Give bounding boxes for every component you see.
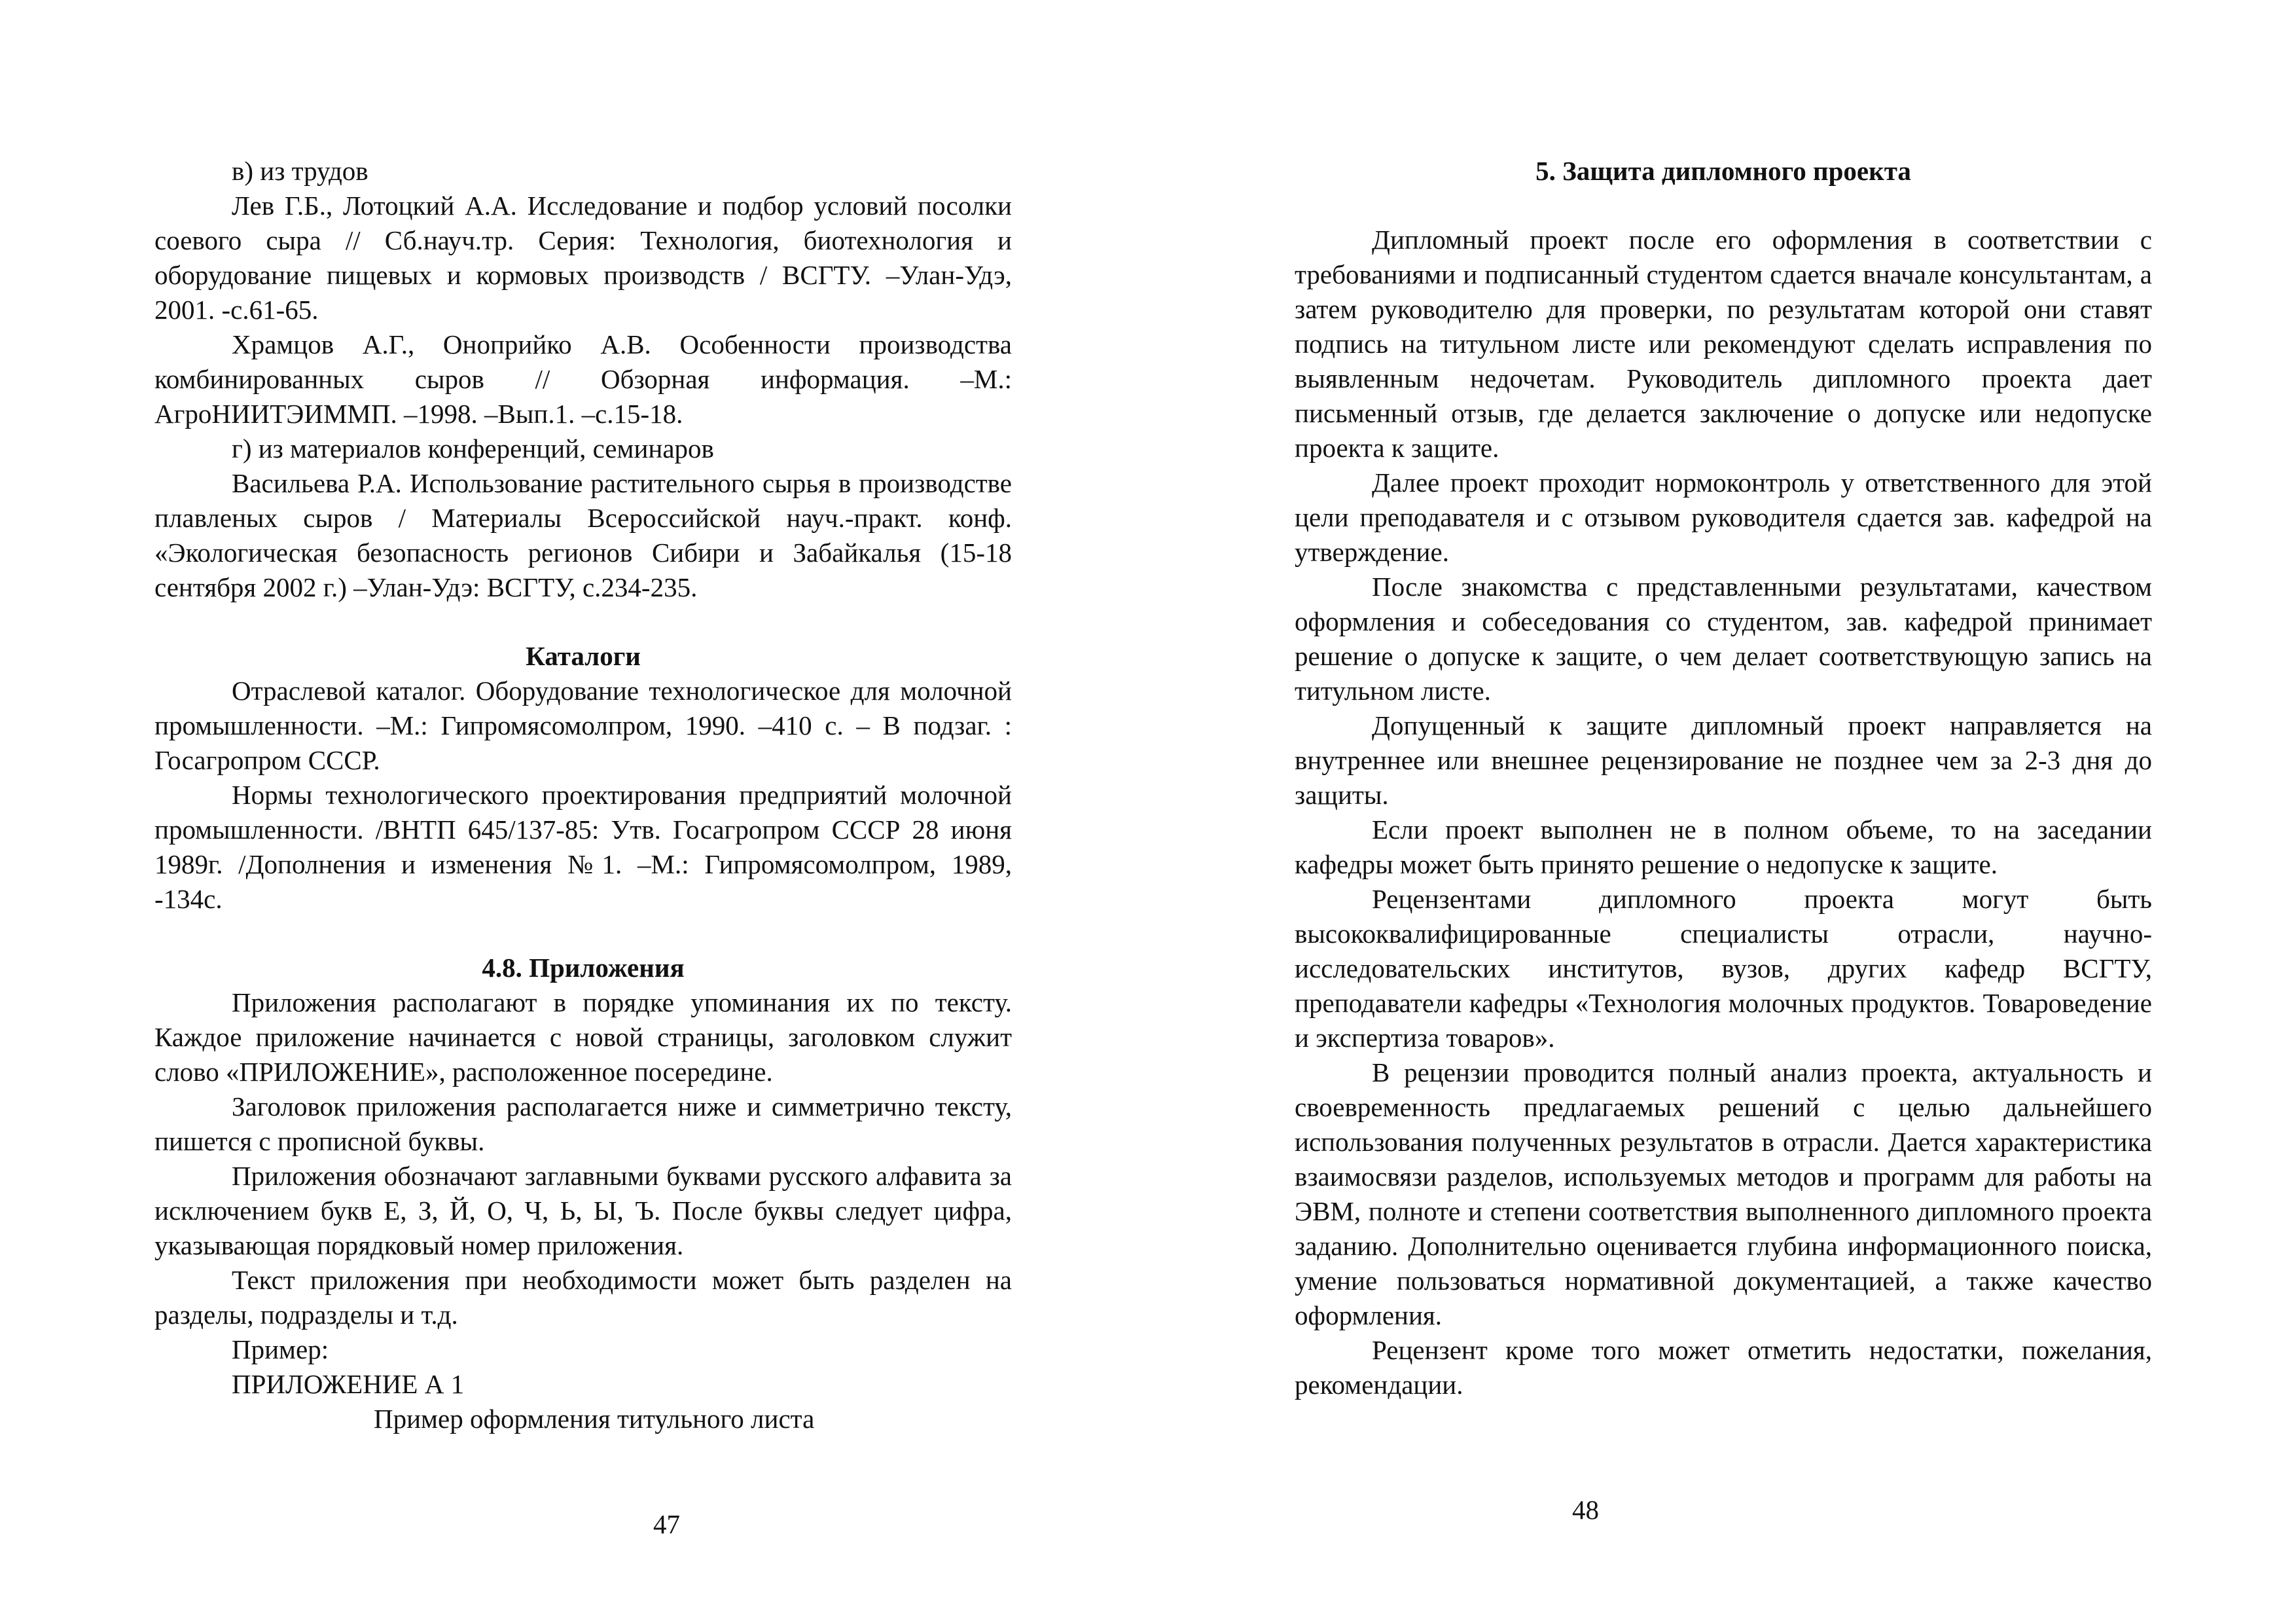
paragraph: Рецензент кроме того может отметить недостатки, пожелания, рекомендации. xyxy=(1295,1335,2152,1400)
paragraph: Дипломный проект после его оформления в соответствии с требованиями и подписанный студентом сдается вначале консультантам, а затем руководителю для проверки, по результатам которой они ставят подпись на титульном листе или рекомендуют сделать исправления по выявленным недочетам. Руководитель дипломного проекта дает письменный отзыв, где делается заключение о допуске или недопуске проекта к защите. xyxy=(1295,225,2152,463)
bibliography-entry: Васильева Р.А. Использование растительного сырья в производстве плавленых сыров / Материалы Всероссийской науч.-практ. конф. «Экологическая безопасность регионов Сибири и Забайкалья (15-18 сентября 2002 г.) –Улан-Удэ: ВСГТУ, с.234-235. xyxy=(154,468,1012,602)
page-number: 48 xyxy=(1572,1495,1599,1525)
appendix-title-example: ПРИЛОЖЕНИЕ А 1 xyxy=(232,1369,465,1399)
section-heading: 4.8. Приложения xyxy=(482,953,685,983)
paragraph: Приложения обозначают заглавными буквами русского алфавита за исключением букв Е, З, Й, О, Ч, Ь, Ы, Ъ. После буквы следует цифра, указывающая порядковый номер приложения. xyxy=(154,1161,1012,1260)
paragraph: Рецензентами дипломного проекта могут быть высококвалифицированные специалисты отрасли, научно-исследовательских институтов, вузов, других кафедр ВСГТУ, преподаватели кафедры «Технология молочных продуктов. Товароведение и экспертиза товаров». xyxy=(1295,884,2152,1053)
appendix-caption-example: Пример оформления титульного листа xyxy=(374,1404,815,1434)
paragraph: Приложения располагают в порядке упоминания их по тексту. Каждое приложение начинается с новой страницы, заголовком служит слово «ПРИЛОЖЕНИЕ», расположенное посередине. xyxy=(154,987,1012,1087)
right-page-body xyxy=(1295,154,2152,1402)
bibliography-entry: Лев Г.Б., Лотоцкий А.А. Исследование и подбор условий посолки соевого сыра // Сб.науч.тр. Серия: Технология, биотехнология и оборудование пищевых и кормовых производств / ВСГТУ. –Улан-Удэ, 2001. -с.61-65. xyxy=(154,191,1012,325)
paragraph: В рецензии проводится полный анализ проекта, актуальность и своевременность предлагаемых решений с целью дальнейшего использования полученных результатов в отрасли. Дается характеристика взаимосвязи разделов, используемых методов и программ для работы на ЭВМ, полноте и степени соответствия выполненного дипломного проекта заданию. Дополнительно оценивается глубина информационного поиска, умение пользоваться нормативной документацией, а также качество оформления. xyxy=(1295,1057,2152,1330)
paragraph: Если проект выполнен не в полном объеме, то на заседании кафедры может быть принято решение о недопуске к защите. xyxy=(1295,814,2152,879)
paragraph: Заголовок приложения располагается ниже и симметрично тексту, пишется с прописной буквы. xyxy=(154,1091,1012,1156)
left-page xyxy=(154,0,1012,1623)
bibliography-entry: Храмцов А.Г., Оноприйко А.В. Особенности производства комбинированных сыров // Обзорная информация. –М.: АгроНИИТЭИММП. –1998. –Вып.1. –с.15-18. xyxy=(154,329,1012,429)
paragraph: Текст приложения при необходимости может быть разделен на разделы, подразделы и т.д. xyxy=(154,1265,1012,1330)
left-page-body xyxy=(154,154,1012,1436)
subsection-label: в) из трудов xyxy=(232,156,368,186)
example-label: Пример: xyxy=(232,1334,329,1364)
paragraph: Далее проект проходит нормоконтроль у ответственного для этой цели преподавателя и с отзывом руководителя сдается зав. кафедрой на утверждение. xyxy=(1295,467,2152,567)
section-heading: 5. Защита дипломного проекта xyxy=(1535,156,1911,186)
subsection-label: г) из материалов конференций, семинаров xyxy=(232,433,714,464)
page-number: 47 xyxy=(653,1509,680,1539)
bibliography-entry: Нормы технологического проектирования предприятий молочной промышленности. /ВНТП 645/137-85: Утв. Госагропром СССР 28 июня 1989г. /Дополнения и изменения №1. –М.: Гипромясомолпром, 1989, -134с. xyxy=(154,780,1012,914)
paragraph: Допущенный к защите дипломный проект направляется на внутреннее или внешнее рецензирование не позднее чем за 2-3 дня до защиты. xyxy=(1295,710,2152,810)
right-page xyxy=(1295,0,2152,1623)
section-heading: Каталоги xyxy=(526,641,641,671)
paragraph: После знакомства с представленными результатами, качеством оформления и собеседования со студентом, зав. кафедрой принимает решение о допуске к защите, о чем делает соответствующую запись на титульном листе. xyxy=(1295,572,2152,706)
bibliography-entry: Отраслевой каталог. Оборудование технологическое для молочной промышленности. –М.: Гипромясомолпром, 1990. –410 с. – В подзаг. : Госагропром СССР. xyxy=(154,676,1012,775)
